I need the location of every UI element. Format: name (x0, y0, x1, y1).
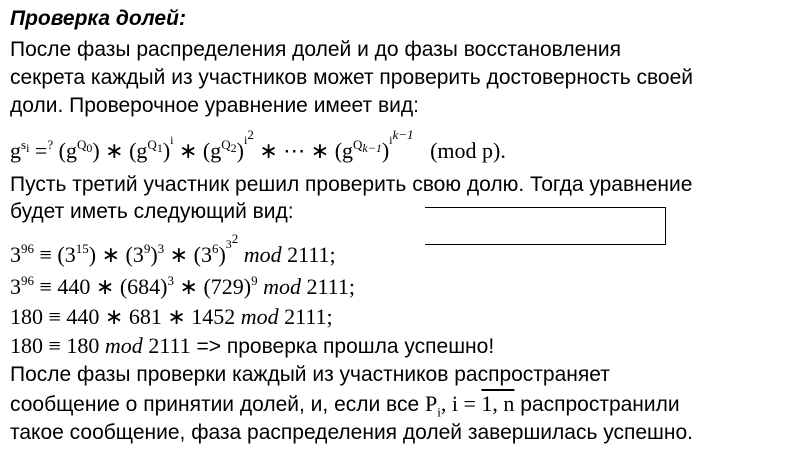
equation-1: $3^{96} \equiv (3^{15})$ ∗ $(3^9)^3$ ∗ $(3^6)^{3^2}$ mod 2111; (10, 231, 336, 267)
para1-line3: доли. Проверочное уравнение имеет вид: (10, 94, 419, 117)
equation-2: $3^{96} \equiv 440$ ∗ $(684)^3$ ∗ $(729)^9$ mod 2111; (10, 273, 355, 299)
para2-line2: будет иметь следующий вид: (10, 200, 294, 223)
para3-line3: такое сообщение, фаза распределения долей завершилась успешно. (10, 421, 694, 444)
para2-line1: Пусть третий участник решил проверить свою долю. Тогда уравнение (10, 173, 693, 196)
section-title: Проверка долей: (10, 7, 186, 30)
para1-line1: После фазы распределения долей и до фазы восстановления (10, 38, 621, 61)
equation-4: 180 ≡ 180 mod 2111 => проверка прошла успешно! (10, 333, 495, 358)
empty-bracket-box (425, 207, 666, 245)
para1-line2: секрета каждый из участников может проверить достоверность своей (10, 66, 694, 89)
para3-line1: После фазы проверки каждый из участников распространяет (10, 363, 610, 386)
para3-line2: сообщение о принятии долей, и, если все $P_i$, i = 1, n распространили (10, 391, 680, 420)
equation-3: 180 ≡ 440 ∗ 681 ∗ 1452 mod 2111; (10, 304, 333, 329)
general-equation: $g^{si} =^?$ $(g^{Q0})$ ∗ $(g^{Q1})^i$ ∗ $(g^{Q2})^{i^2}$ ∗ ⋯ ∗ $(g^{Qk-1})^{i^{k-1}}$ (mod p). (10, 127, 506, 163)
